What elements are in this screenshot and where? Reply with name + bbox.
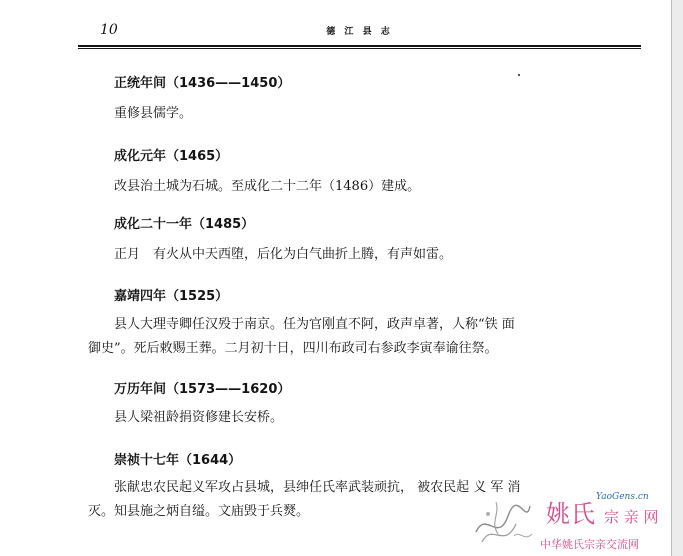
entry-line: 重修县儒学。 xyxy=(114,106,193,121)
entry-line: 县人梁祖龄捐资修建长安桥。 xyxy=(114,410,284,425)
page-header xyxy=(78,22,641,44)
entry-heading: 成化二十一年（1485） xyxy=(114,217,255,232)
scan-speck xyxy=(518,74,520,76)
entry-line: 张献忠农民起义军攻占县城，县绅任氏率武装顽抗， 被农民起 义 军 消 xyxy=(114,480,521,495)
entry-body xyxy=(114,175,606,199)
page-edge xyxy=(671,0,683,556)
entry-body xyxy=(88,313,606,361)
page-number: 10 xyxy=(100,22,118,38)
header-rule xyxy=(78,45,641,47)
entry-heading: 嘉靖四年（1525） xyxy=(114,289,229,304)
watermark-brand: 姚氏 xyxy=(546,500,596,528)
entry-line: 改县治土城为石城。至成化二十二年（1486）建成。 xyxy=(114,179,421,194)
entry-line: 县人大理寺卿任汉殁于南京。任为官刚直不阿，政声卓著，人称“铁 面 xyxy=(114,317,515,332)
running-title: 德 江 县 志 xyxy=(326,27,393,37)
entry-heading: 万历年间（1573——1620） xyxy=(114,382,291,397)
watermark-subtitle: 宗 亲 网 xyxy=(604,508,659,526)
entry-body xyxy=(114,102,606,126)
entry-line: 御史”。死后敕赐王葬。二月初十日，四川布政司右参政李寅奉谕往祭。 xyxy=(88,341,498,356)
site-watermark xyxy=(468,492,678,554)
entry-line: 灭。知县施之炳自缢。文庙毁于兵燹。 xyxy=(88,504,310,519)
entry-heading: 正统年间（1436——1450） xyxy=(114,76,291,91)
header-rule-thin xyxy=(78,48,641,49)
entry-body xyxy=(114,406,606,430)
entry-heading: 成化元年（1465） xyxy=(114,149,229,164)
calligraphy-logo-icon xyxy=(468,492,538,552)
entry-line: 正月 有火从中天西堕，后化为白气曲折上腾，有声如雷。 xyxy=(114,247,453,262)
watermark-url: YaoGens.cn xyxy=(596,492,649,502)
entry-heading: 崇祯十七年（1644） xyxy=(114,453,242,468)
entry-body xyxy=(114,243,606,267)
watermark-caption: 中华姚氏宗亲交流网 xyxy=(540,538,639,551)
